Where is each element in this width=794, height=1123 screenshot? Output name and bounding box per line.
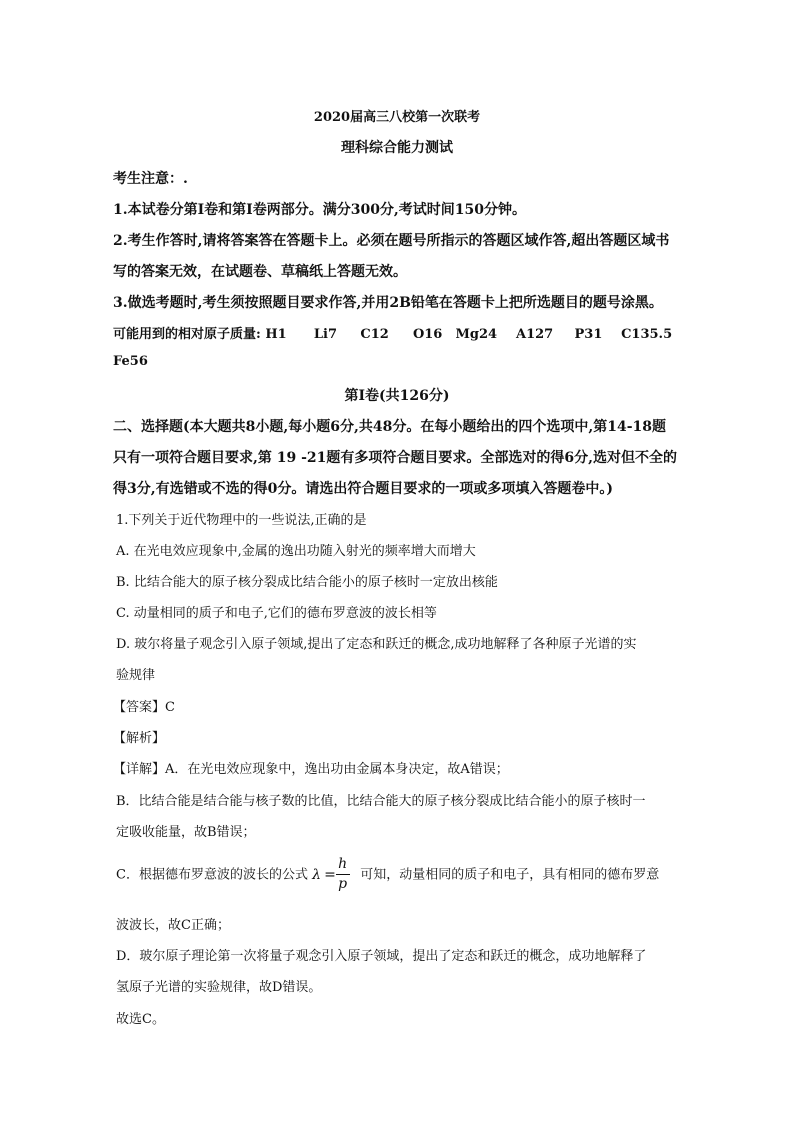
formula-numerator: h <box>338 856 348 872</box>
section-title: 第Ⅰ卷(共126分) <box>344 388 450 404</box>
question-stem: 1.下列关于近代物理中的一些说法,正确的是 <box>116 513 367 528</box>
atomic-mass-mg: Mg24 <box>455 327 498 342</box>
atomic-mass-line <box>113 323 672 342</box>
atomic-mass-fe: Fe56 <box>113 354 148 369</box>
detail-c-before-formula: C．根据德布罗意波的波长的公式 <box>116 867 308 883</box>
formula-fraction-bar <box>336 874 350 875</box>
exam-title: 2020届高三八校第一次联考 <box>313 110 481 125</box>
analysis-label: 【解析】 <box>113 731 166 746</box>
detail-a: 【详解】A．在光电效应现象中，逸出功由金属本身决定，故A错误； <box>113 762 509 777</box>
atomic-mass-cl: C135.5 <box>621 327 673 342</box>
answer-line: 【答案】C <box>113 700 175 715</box>
detail-d-line-1: D．玻尔原子理论第一次将量子观念引入原子领域，提出了定态和跃迁的概念，成功地解释了 <box>116 949 647 964</box>
atomic-mass-label: 可能用到的相对原子质量: <box>113 327 261 342</box>
formula-denominator: p <box>338 876 348 892</box>
section-instruction-line-3: 得3分,有选错或不选的得0分。请选出符合题目要求的一项或多项填入答题卷中。) <box>113 481 613 497</box>
option-d-line-1: D. 玻尔将量子观念引入原子领域,提出了定态和跃迁的概念,成功地解释了各种原子光谱的实 <box>116 637 637 652</box>
atomic-mass-o: O16 <box>412 327 443 342</box>
option-a: A. 在光电效应现象中,金属的逸出功随入射光的频率增大而增大 <box>116 544 476 559</box>
notice-heading: 考生注意：. <box>113 171 188 187</box>
formula-equals: = <box>324 867 336 883</box>
atomic-mass-h: H1 <box>265 327 287 342</box>
detail-c-after-formula: 可知，动量相同的质子和电子，具有相同的德布罗意 <box>360 867 660 883</box>
detail-d-line-2: 氢原子光谱的实验规律，故D错误。 <box>116 980 322 995</box>
atomic-mass-al: A127 <box>516 327 554 342</box>
atomic-mass-p: P31 <box>574 327 603 342</box>
de-broglie-formula <box>312 858 356 892</box>
section-instruction-line-1: 二、选择题(本大题共8小题,每小题6分,共48分。在每小题给出的四个选项中,第14-18题 <box>113 419 666 435</box>
option-d-line-2: 验规律 <box>116 668 156 683</box>
atomic-mass-li: Li7 <box>313 327 337 342</box>
conclusion: 故选C。 <box>116 1012 165 1027</box>
notice-item-3: 3.做选考题时,考生须按照题目要求作答,并用2B铅笔在答题卡上把所选题目的题号涂黑。 <box>113 295 663 311</box>
notice-item-1: 1.本试卷分第Ⅰ卷和第Ⅰ卷两部分。满分300分,考试时间150分钟。 <box>113 202 527 218</box>
detail-c-line-2: 波波长，故C正确； <box>116 918 230 933</box>
exam-subtitle: 理科综合能力测试 <box>341 140 453 156</box>
section-instruction-line-2: 只有一项符合题目要求,第 19 -21题有多项符合题目要求。全部选对的得6分,选对但不全的 <box>113 450 678 466</box>
formula-lambda: λ <box>312 867 321 883</box>
detail-b-line-1: B．比结合能是结合能与核子数的比值，比结合能大的原子核分裂成比结合能小的原子核时一 <box>116 794 646 809</box>
notice-item-2-line-1: 2.考生作答时,请将答案答在答题卡上。必须在题号所指示的答题区域作答,超出答题区域书 <box>113 233 670 249</box>
option-b: B. 比结合能大的原子核分裂成比结合能小的原子核时一定放出核能 <box>116 575 498 590</box>
atomic-mass-c: C12 <box>360 327 389 342</box>
notice-item-2-line-2: 写的答案无效，在试题卷、草稿纸上答题无效。 <box>113 264 407 280</box>
option-c: C. 动量相同的质子和电子,它们的德布罗意波的波长相等 <box>116 606 437 621</box>
detail-c-line-1 <box>116 858 659 892</box>
detail-b-line-2: 定吸收能量，故B错误； <box>116 825 256 840</box>
